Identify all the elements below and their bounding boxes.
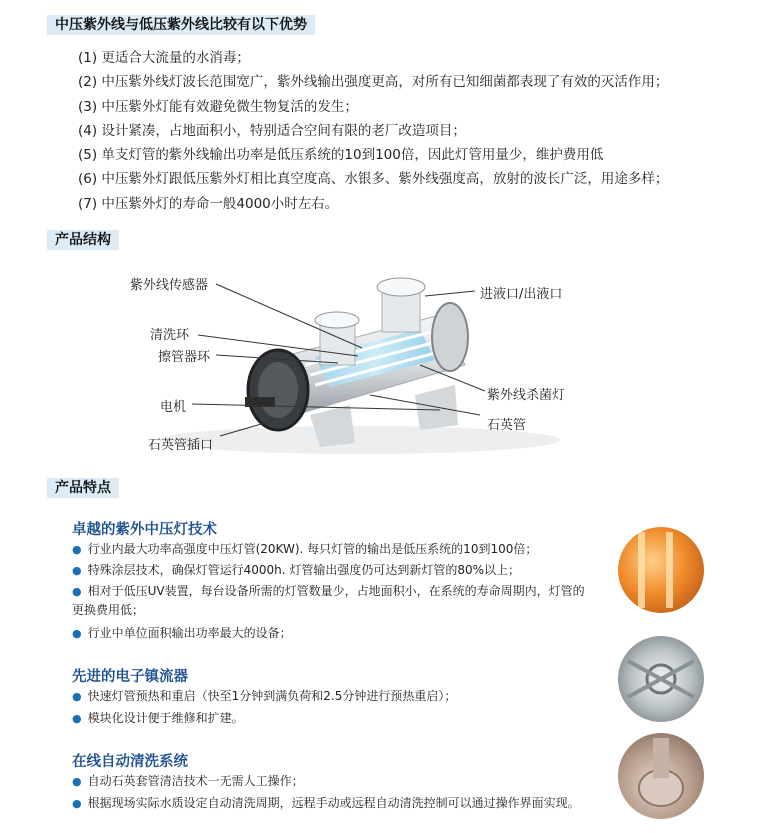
label-motor: 电机 xyxy=(160,400,187,415)
list-item: (7) 中压紫外灯的寿命一般4000小时左右。 xyxy=(78,195,339,212)
list-item: ● 根据现场实际水质设定自动清洗周期，远程手动或远程自动清洗控制可以通过操作界面实现。 xyxy=(72,796,580,810)
label-uv-lamp: 紫外线杀菌灯 xyxy=(487,388,566,403)
bullet-dot-icon: ● xyxy=(72,564,82,577)
list-item: ● 快速灯管预热和重启（快至1分钟到满负荷和2.5分钟进行预热重启）； xyxy=(72,689,457,703)
features-section-title: 产品特点 xyxy=(47,478,119,498)
feature-title-lamp-tech: 卓越的紫外中压灯技术 xyxy=(72,522,217,538)
list-item: (4) 设计紧凑，占地面积小，特别适合空间有限的老厂改造项目； xyxy=(78,122,466,139)
list-item: (1) 更适合大流量的水消毒； xyxy=(78,50,250,66)
list-item: ● 自动石英套管清洁技术一无需人工操作； xyxy=(72,774,304,788)
upper-pipe xyxy=(315,312,359,365)
ballast-photo xyxy=(618,636,704,722)
sleeve-icon xyxy=(618,733,704,819)
list-item: ● 行业中单位面积输出功率最大的设备； xyxy=(72,626,292,640)
feature-title-ballast: 先进的电子镇流器 xyxy=(72,669,188,685)
bullet-dot-icon: ● xyxy=(72,775,82,788)
label-quartz-socket: 石英管插口 xyxy=(148,438,214,453)
bullet-dot-icon: ● xyxy=(72,585,82,598)
label-quartz-tube: 石英管 xyxy=(487,418,527,433)
list-item: ● 行业内最大功率高强度中压灯管(20KW). 每只灯管的输出是低压系统的10到100倍； xyxy=(72,542,538,556)
label-uv-sensor: 紫外线传感器 xyxy=(130,278,209,293)
fitting-icon xyxy=(618,636,704,722)
bullet-dot-icon: ● xyxy=(72,543,82,556)
structure-section-title: 产品结构 xyxy=(47,230,119,250)
list-item: ● 模块化设计便于维修和扩建。 xyxy=(72,711,244,725)
list-item: (6) 中压紫外灯跟低压紫外灯相比真空度高、水银多、紫外线强度高，放射的波长广泛，用途多样； xyxy=(78,171,669,188)
bullet-dot-icon: ● xyxy=(72,627,82,640)
advantages-section-title: 中压紫外线与低压紫外线比较有以下优势 xyxy=(47,15,315,35)
list-item: ● 相对于低压UV装置，每台设备所需的灯管数量少，占地面积小，在系统的寿命周期内，灯管的更换费用低； xyxy=(72,584,585,617)
lamp-rods-icon xyxy=(618,527,704,613)
upper-pipe xyxy=(377,278,425,332)
right-flange xyxy=(432,303,468,371)
list-item: (5) 单支灯管的紫外线输出功率是低压系统的10到100倍，因此灯管用量少，维护费用低 xyxy=(78,147,604,164)
lamp-photo xyxy=(618,527,704,613)
end-cap-inner xyxy=(258,362,298,418)
cleaning-photo xyxy=(618,733,704,819)
list-item: (2) 中压紫外线灯波长范围宽广，紫外线输出强度更高，对所有已知细菌都表现了有效的灭活作用； xyxy=(78,74,669,91)
list-item: ● 特殊涂层技术，确保灯管运行4000h. 灯管输出强度仍可达到新灯管的80%以上； xyxy=(72,563,521,577)
advantages-list xyxy=(78,46,668,216)
label-inlet-outlet: 进液口/出液口 xyxy=(480,287,563,302)
feature-title-cleaning: 在线自动清洗系统 xyxy=(72,754,188,770)
bullet-dot-icon: ● xyxy=(72,797,82,810)
bullet-dot-icon: ● xyxy=(72,690,82,703)
list-item: (3) 中压紫外灯能有效避免微生物复活的发生； xyxy=(78,98,358,115)
label-wiper-ring: 擦管器环 xyxy=(158,350,211,365)
bullet-dot-icon: ● xyxy=(72,712,82,725)
label-cleaning-ring: 清洗环 xyxy=(150,328,190,343)
